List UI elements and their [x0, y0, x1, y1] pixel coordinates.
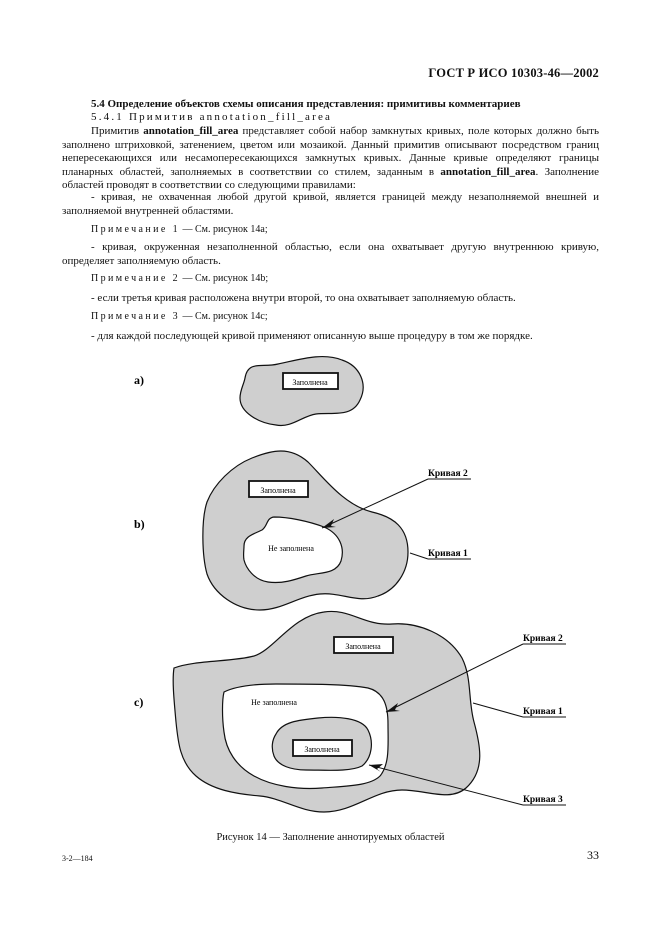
subsection-number: 5.4.1: [91, 111, 124, 123]
fig-b-label: b): [134, 517, 145, 531]
rule-1: - кривая, не охваченная любой другой кривой, является границей между незаполняемой внешней и заполняемой внутренней областями.: [62, 191, 599, 217]
fig-c-curve-1-label: Кривая 1: [523, 707, 563, 717]
rule-2: - кривая, окруженная незаполненной областью, если она охватывает другую внутреннюю кривую, определяет заполняемую область.: [62, 241, 599, 267]
fig-c-curve-3-label: Кривая 3: [523, 795, 563, 805]
p1-text-b: представляет собой набор замкнутых кривых, поле которых должно быть заполнено штриховкой, затенением, цветом или мозаикой. Данный примитив описывают посредством границ непересекающихся или несамопересекающихся замкнутых кривых. Данные кривые определяют границы планарных областей, заполняемых в соответствии со стилем, заданным в: [62, 125, 599, 178]
figure-caption: Рисунок 14 — Заполнение аннотируемых областей: [216, 832, 445, 843]
fig-c-unfilled-text: Не заполнена: [251, 698, 297, 707]
fig-b-curve-1-label: Кривая 1: [428, 549, 468, 559]
fig-b-filled-text: Заполнена: [260, 486, 296, 495]
fig-a-filled-text: Заполнена: [292, 378, 328, 387]
fig-b-leader-1b: [410, 553, 428, 559]
p1-term-2: annotation_fill_area: [440, 165, 536, 178]
p1-term: annotation_fill_area: [143, 125, 239, 137]
section-title: 5.4 Определение объектов схемы описания представления: примитивы комментариев: [91, 98, 521, 110]
note-3-label: Примечание 3: [91, 311, 181, 322]
note-2-label: Примечание 2: [91, 273, 181, 284]
note-2-text: — См. рисунок 14b;: [180, 273, 269, 284]
note-1-label: Примечание 1: [91, 224, 181, 235]
print-code: 3-2—184: [62, 854, 93, 863]
fig-c-filled-inner-text: Заполнена: [304, 745, 340, 754]
fig-b-curve-2-label: Кривая 2: [428, 469, 468, 479]
page-number: 33: [587, 848, 599, 862]
standard-number: ГОСТ Р ИСО 10303-46—2002: [428, 66, 599, 80]
fig-a-curve: [240, 357, 363, 426]
fig-c-leader-1b: [473, 703, 523, 717]
fig-c-filled-text: Заполнена: [345, 642, 381, 651]
subsection-name: Примитив annotation_fill_area: [128, 111, 333, 123]
fig-c-label: c): [134, 695, 144, 709]
fig-b-unfilled-text: Не заполнена: [268, 544, 314, 553]
note-1-text: — См. рисунок 14а;: [180, 224, 268, 235]
fig-a-label: a): [134, 373, 144, 387]
rule-4: - для каждой последующей кривой применяют описанную выше процедуру в том же порядке.: [91, 330, 533, 342]
note-3-text: — См. рисунок 14с;: [180, 311, 268, 322]
p1-text-a: Примитив: [91, 125, 144, 137]
p1-text-c: . Заполнение областей проводят в соответствии со следующими правилами:: [62, 165, 599, 192]
fig-c-curve-2-label: Кривая 2: [523, 634, 563, 644]
rule-3: - если третья кривая расположена внутри второй, то она охватывает заполняемую область.: [91, 292, 516, 304]
